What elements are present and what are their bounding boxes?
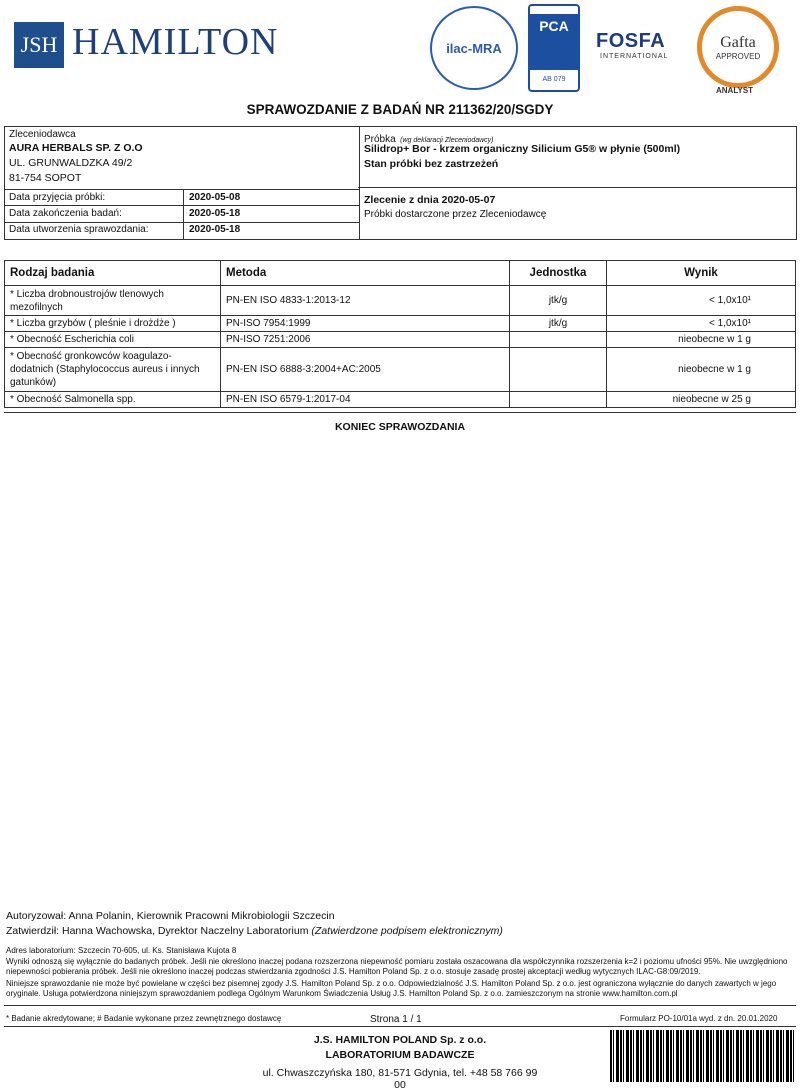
company-logo-mark: JSH — [14, 22, 64, 68]
sample-label: Próbka — [364, 134, 396, 145]
form-number: Formularz PO-10/01a wyd. z dn. 20.01.2020 — [620, 1014, 778, 1023]
test-unit — [510, 348, 607, 392]
lab-address: Adres laboratorium: Szczecin 70-605, ul. Ks. Stanisława Kujota 8 — [6, 946, 237, 955]
date-received-value: 2020-05-08 — [189, 192, 241, 203]
divider — [5, 222, 359, 223]
footer-lab: LABORATORIUM BADAWCZE — [325, 1049, 475, 1061]
gafta-approved-label: APPROVED — [715, 51, 761, 61]
sample-condition: Stan próbki bez zastrzeżeń — [364, 158, 499, 170]
test-name: * Liczba grzybów ( pleśnie i drożdże ) — [5, 316, 221, 332]
footer-company: J.S. HAMILTON POLAND Sp. z o.o. — [313, 1034, 487, 1046]
ilac-mra-logo: ilac-MRA — [430, 6, 518, 90]
divider — [5, 205, 359, 206]
test-name: * Obecność Salmonella spp. — [5, 392, 221, 408]
approved-by — [6, 925, 503, 937]
test-result: nieobecne w 1 g — [607, 348, 796, 392]
pca-accreditation-code: AB 079 — [542, 75, 566, 83]
test-unit: jtk/g — [510, 286, 607, 316]
date-created-label: Data utworzenia sprawozdania: — [9, 224, 149, 235]
test-name: * Obecność gronkowców koagulazo-dodatnich (Staphylococcus aureus i innych gatunków) — [5, 348, 221, 392]
sample-delivered: Próbki dostarczone przez Zleceniodawcę — [364, 209, 547, 220]
test-result: nieobecne w 1 g — [607, 332, 796, 348]
divider — [5, 189, 359, 190]
pca-logo — [528, 4, 580, 92]
column-header-unit: Jednostka — [510, 261, 607, 286]
test-unit — [510, 392, 607, 408]
sample-box — [358, 126, 797, 240]
report-title: SPRAWOZDANIE Z BADAŃ NR 211362/20/SGDY — [246, 102, 554, 117]
fosfa-logo: FOSFA — [596, 30, 666, 52]
client-name: AURA HERBALS SP. Z O.O — [9, 142, 143, 154]
test-result: nieobecne w 25 g — [607, 392, 796, 408]
test-method: PN-ISO 7954:1999 — [221, 316, 510, 332]
divider — [358, 187, 796, 188]
gafta-logo-label: Gafta — [720, 33, 756, 51]
date-completed-label: Data zakończenia badań: — [9, 208, 122, 219]
date-column-divider — [183, 189, 184, 239]
footer-address: ul. Chwaszczyńska 180, 81-571 Gdynia, tel. +48 58 766 99 00 — [262, 1067, 538, 1091]
pca-logo-label: PCA — [530, 14, 578, 70]
approved-by-text: Zatwierdził: Hanna Wachowska, Dyrektor Naczelny Laboratorium — [6, 925, 312, 937]
order-date: Zlecenie z dnia 2020-05-07 — [364, 194, 496, 206]
table-row — [5, 332, 796, 348]
page-number: Strona 1 / 1 — [370, 1014, 422, 1025]
end-of-report: KONIEC SPRAWOZDANIA — [334, 421, 466, 433]
approved-by-note: (Zatwierdzone podpisem elektronicznym) — [311, 925, 503, 937]
date-received-label: Data przyjęcia próbki: — [9, 192, 106, 203]
barcode — [610, 1030, 796, 1082]
test-result: < 1,0x10¹ — [607, 316, 796, 332]
test-method: PN-EN ISO 6579-1:2017-04 — [221, 392, 510, 408]
client-box — [4, 126, 360, 240]
test-name: * Obecność Escherichia coli — [5, 332, 221, 348]
footer-rule — [4, 1005, 796, 1006]
company-logo-text: HAMILTON — [72, 21, 279, 63]
gafta-logo — [697, 6, 779, 88]
test-unit: jtk/g — [510, 316, 607, 332]
client-city: 81-754 SOPOT — [9, 172, 82, 184]
table-row — [5, 348, 796, 392]
test-method: PN-EN ISO 4833-1:2013-12 — [221, 286, 510, 316]
sample-name: Silidrop+ Bor - krzem organiczny Silicium G5® w płynie (500ml) — [364, 143, 681, 155]
column-header-result: Wynik — [607, 261, 796, 286]
table-row — [5, 392, 796, 408]
test-unit — [510, 332, 607, 348]
sample-label-note: (wg deklaracji Zleceniodawcy) — [400, 137, 494, 144]
gafta-analyst-label: ANALYST — [716, 86, 754, 95]
test-result: < 1,0x10¹ — [607, 286, 796, 316]
client-label: Zleceniodawca — [9, 129, 76, 140]
accreditation-legend: * Badanie akredytowane; # Badanie wykonane przez zewnętrznego dostawcę — [6, 1014, 282, 1023]
footer-rule — [4, 1026, 796, 1027]
company-address-block — [260, 1034, 540, 1091]
table-header-row — [5, 261, 796, 286]
authorized-by: Autoryzował: Anna Polanin, Kierownik Pracowni Mikrobiologii Szczecin — [6, 910, 335, 922]
column-header-method: Metoda — [221, 261, 510, 286]
date-created-value: 2020-05-18 — [189, 224, 241, 235]
disclaimer-copy: Niniejsze sprawozdanie nie może być powielane w części bez pisemnej zgody J.S. Hamilton Poland Sp. z o.o. Odpowiedzialność J.S. Hamilton Poland Sp. z o.o. jest ograniczona wyłącznie do danych zawartych w jego oryginale. Usługa potwierdzona niniejszym sprawozdaniem podlega Ogólnym Warunkom Świadczenia Usług J.S. Hamilton Poland Sp. z o.o. zamieszczonym na stronie www.hamilton.com.pl — [6, 979, 777, 998]
table-row — [5, 286, 796, 316]
test-name: * Liczba drobnoustrojów tlenowych mezofilnych — [5, 286, 221, 316]
fosfa-logo-sub: INTERNATIONAL — [600, 53, 669, 60]
date-completed-value: 2020-05-18 — [189, 208, 241, 219]
disclaimer-results: Wyniki odnoszą się wyłącznie do badanych próbek. Jeśli nie określono inaczej podana rozszerzona niepewność pomiaru została oszacowana dla współczynnika rozszerzenia k=2 i poziomu ufności 95%. Nie uwzględniono niepewności pobierania próbek. Jeśli nie określono inaczej podczas stwierdzania zgodności J.S. Hamilton Poland Sp. z o.o. stosuje zasadę prostej akceptacji według wytycznych ILAC-G8:09/2019. — [6, 957, 788, 976]
results-table — [4, 260, 796, 408]
table-bottom-rule — [4, 412, 796, 413]
table-row — [5, 316, 796, 332]
column-header-test: Rodzaj badania — [5, 261, 221, 286]
test-method: PN-EN ISO 6888-3:2004+AC:2005 — [221, 348, 510, 392]
test-method: PN-ISO 7251:2006 — [221, 332, 510, 348]
client-street: UL. GRUNWALDZKA 49/2 — [9, 157, 133, 169]
